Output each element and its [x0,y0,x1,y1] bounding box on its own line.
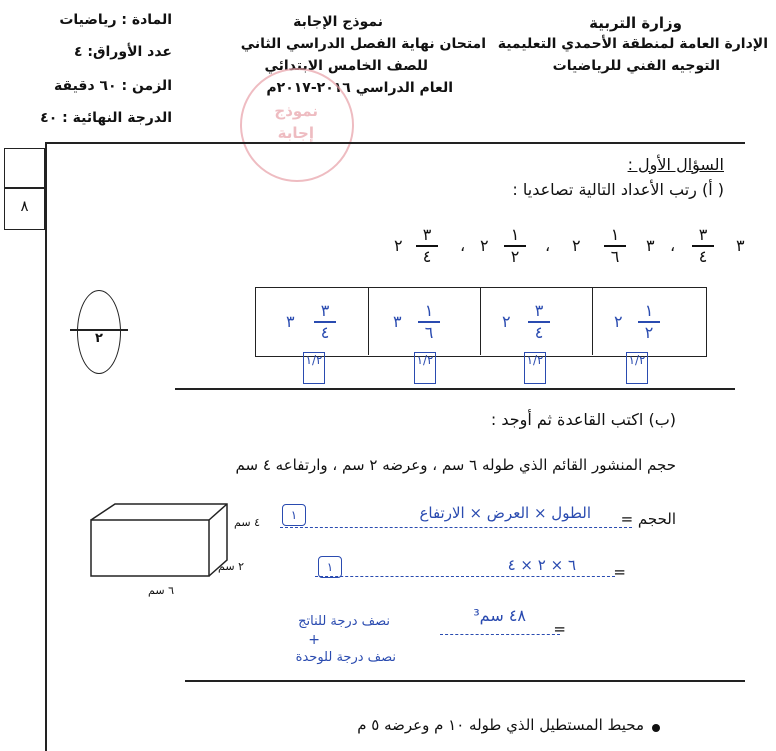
bullet-icon [652,724,660,732]
total-grade-label: الدرجة النهائية : ٤٠ [40,110,172,126]
given-number-whole: ٢ [394,236,403,255]
grading-note-unit: نصف درجة للوحدة [295,650,396,665]
ministry-title: وزارة التربية [589,14,682,32]
grading-note-plus: + [308,632,320,648]
given-number-whole: ٢ [572,236,581,255]
substitution-line [315,576,615,577]
result-answer: ٤٨ سم³ [473,606,526,625]
given-number-whole: ٣ [736,236,745,255]
pages-label: عدد الأوراق: ٤ [73,44,172,60]
given-number-fraction: ١ ٢ [504,226,526,266]
mark-box: ١/٢ [626,352,648,384]
header-divider [45,142,745,144]
rule-mark: ١ [282,504,306,526]
year-title: العام الدراسي ٢٠١٦-٢٠١٧م [266,80,453,96]
bottom-divider [185,680,745,682]
result-line [440,634,560,635]
given-number-whole: ٣ [646,236,655,255]
time-label: الزمن : ٦٠ دقيقة [54,78,172,94]
mark-box: ١/٢ [303,352,325,384]
question-title: السؤال الأول : [627,155,724,174]
given-number-fraction: ١ ٦ [604,226,626,266]
grading-note-result: نصف درجة للناتج [298,614,390,629]
volume-label: الحجم = [620,510,676,528]
score-box [4,148,45,230]
prism-question: حجم المنشور القائم الذي طوله ٦ سم ، وعرضه ٢ سم ، وارتفاعه ٤ سم [235,456,676,474]
grade-title: للصف الخامس الابتدائي [264,58,428,74]
substitution-eq: = [613,563,626,581]
result-eq: = [553,620,566,638]
given-number-whole: ٢ [480,236,489,255]
part-a-instruction: ( أ) رتب الأعداد التالية تصاعديا : [512,180,724,199]
prism-width-label: ٢ سم [218,560,244,573]
prism-height-label: ٤ سم [234,516,260,529]
subject-label: المادة : رياضيات [59,12,172,28]
prism-length-label: ٦ سم [148,584,174,597]
part-score-value: ٢ [95,331,103,346]
margin-vertical-line [45,142,47,751]
given-number-fraction: ٣ ٤ [692,226,714,266]
rule-line [280,527,632,528]
substitution-answer: ٦ × ٢ × ٤ [507,556,576,574]
next-question: محيط المستطيل الذي طوله ١٠ م وعرضه ٥ م [357,716,644,734]
substitution-mark: ١ [318,556,342,578]
section-divider [175,388,735,390]
score-box-value: ٨ [20,197,29,215]
department-title: التوجيه الفني للرياضيات [552,58,720,74]
given-number-fraction: ٣ ٤ [416,226,438,266]
mark-box: ١/٢ [414,352,436,384]
mark-box: ١/٢ [524,352,546,384]
official-stamp: نموذج إجابة [240,68,354,182]
rule-answer: الطول × العرض × الارتفاع [419,504,591,522]
part-b-instruction: (ب) اكتب القاعدة ثم أوجد : [490,410,676,429]
prism-figure [85,498,235,584]
exam-title: امتحان نهاية الفصل الدراسي الثاني [240,36,486,52]
answer-model-title: نموذج الإجابة [293,14,383,30]
part-score-oval [77,290,121,374]
directorate-title: الإدارة العامة لمنطقة الأحمدي التعليمية [497,36,768,52]
